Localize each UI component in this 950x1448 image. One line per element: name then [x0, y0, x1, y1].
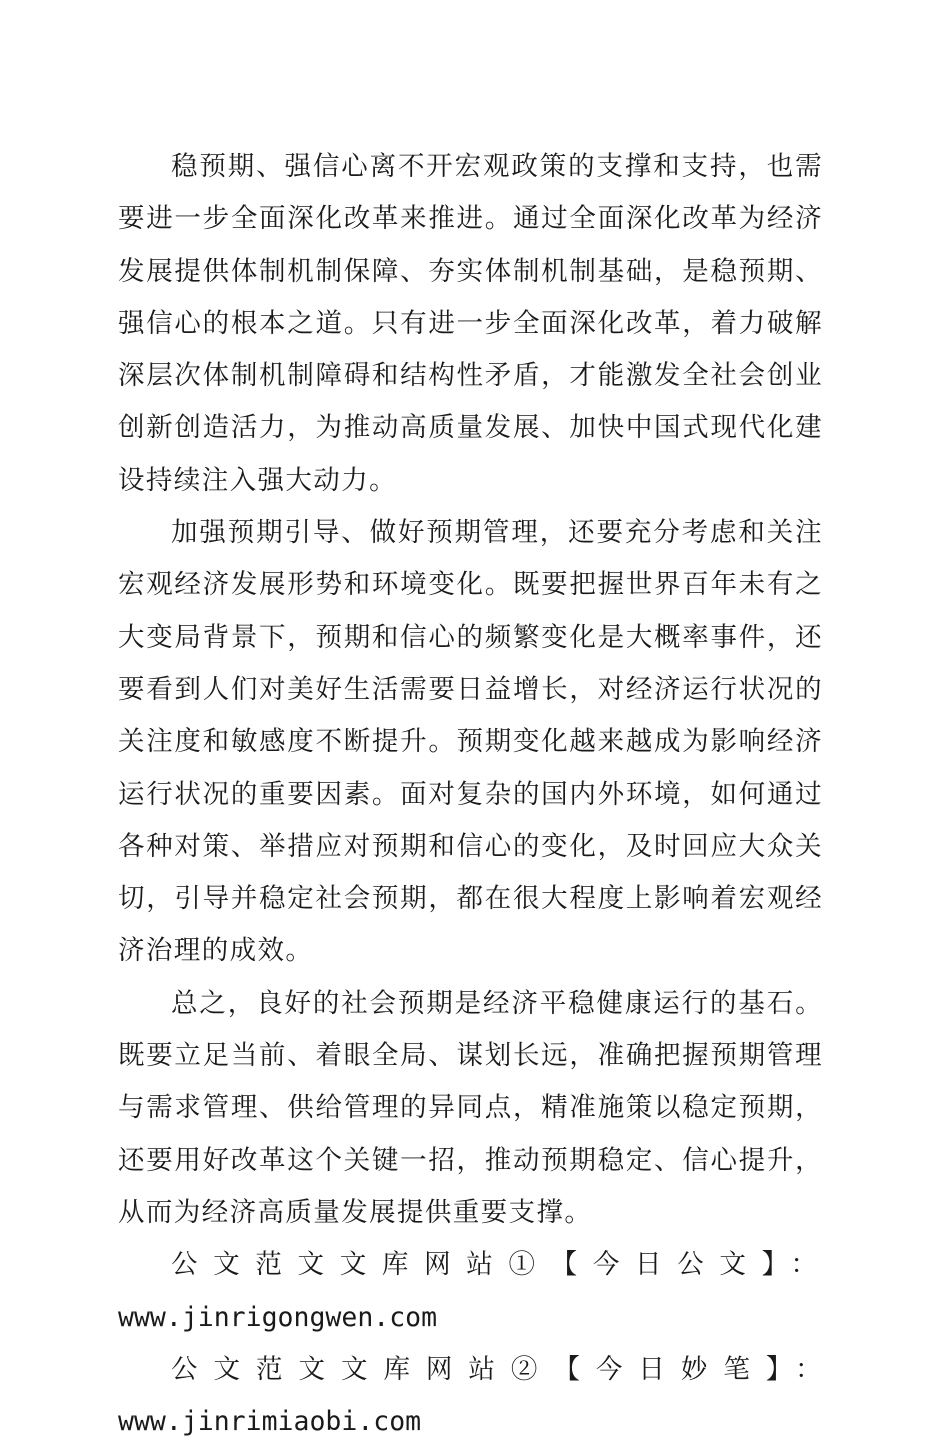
- paragraph-3: 总之，良好的社会预期是经济平稳健康运行的基石。既要立足当前、着眼全局、谋划长远，准确把握预期管理与需求管理、供给管理的异同点，精准施策以稳定预期，还要用好改革这个关键一招，推动预期稳定、信心提升，从而为经济高质量发展提供重要支撑。: [118, 987, 823, 1228]
- footer-site1-url[interactable]: www.jinrigongwen.com: [118, 1301, 438, 1333]
- paragraph-2: 加强预期引导、做好预期管理，还要充分考虑和关注宏观经济发展形势和环境变化。既要把握世界百年未有之大变局背景下，预期和信心的频繁变化是大概率事件，还要看到人们对美好生活需要日益增长，对经济运行状况的关注度和敏感度不断提升。预期变化越来越成为影响经济运行状况的重要因素。面对复杂的国内外环境，如何通过各种对策、举措应对预期和信心的变化，及时回应大众关切，引导并稳定社会预期，都在很大程度上影响着宏观经济治理的成效。: [118, 517, 823, 967]
- footer-site1-label: 公文范文文库网站①【今日公文】：: [171, 1249, 823, 1281]
- footer-site2-url[interactable]: www.jinrimiaobi.com: [118, 1406, 422, 1438]
- footer-site2: [118, 1344, 823, 1448]
- paragraph-1: 稳预期、强信心离不开宏观政策的支撑和支持，也需要进一步全面深化改革来推进。通过全面深化改革为经济发展提供体制机制保障、夯实体制机制基础，是稳预期、强信心的根本之道。只有进一步全面深化改革，着力破解深层次体制机制障碍和结构性矛盾，才能激发全社会创业创新创造活力，为推动高质量发展、加快中国式现代化建设持续注入强大动力。: [118, 151, 823, 496]
- footer-site2-label: 公文范文文库网站②【今日妙笔】：: [171, 1353, 823, 1385]
- document-body: [118, 141, 823, 1448]
